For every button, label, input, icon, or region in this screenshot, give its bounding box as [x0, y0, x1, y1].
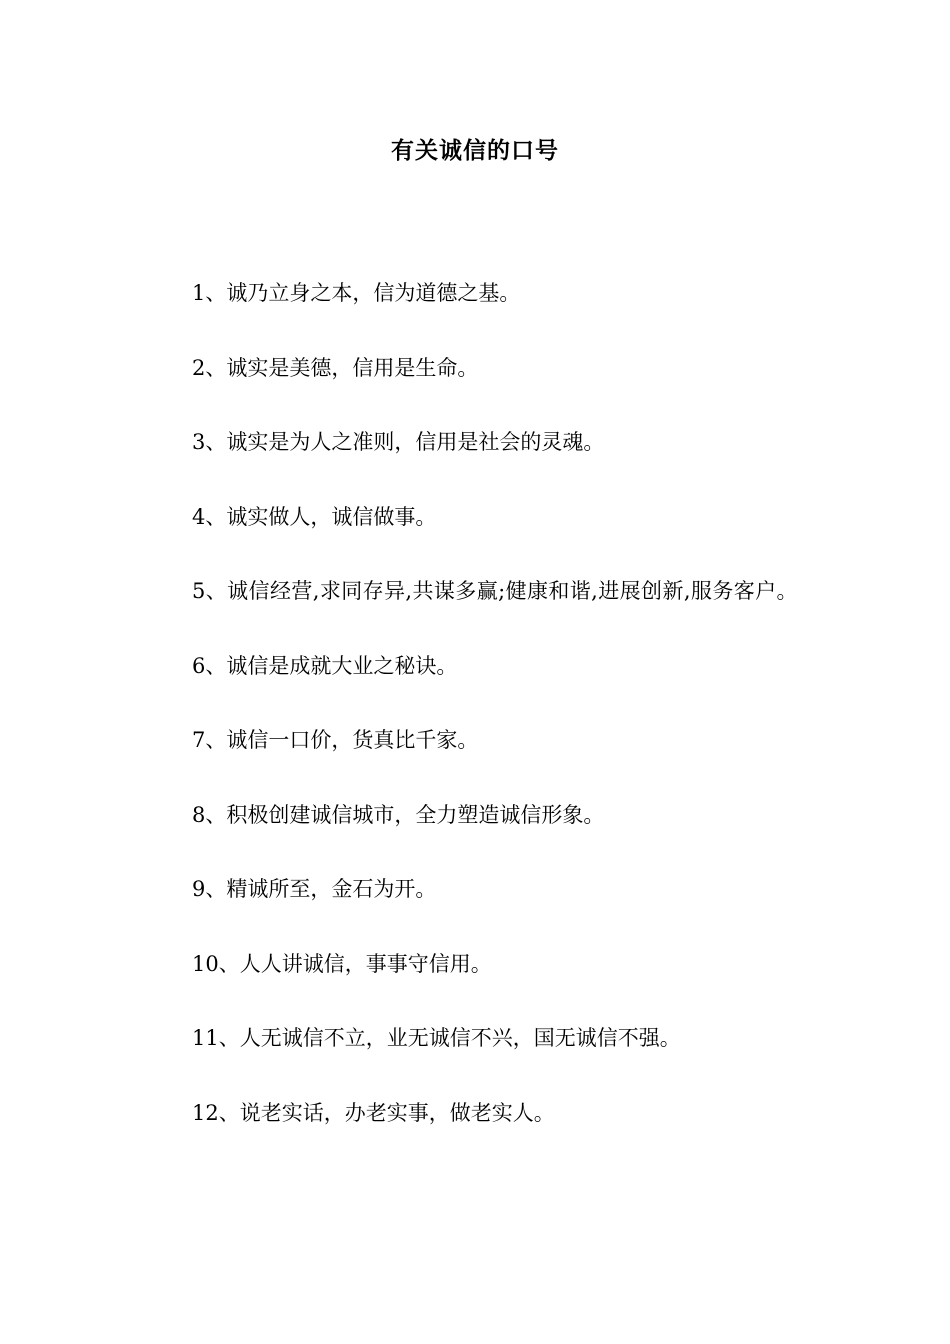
slogan-item-8: 8、积极创建诚信城市，全力塑造诚信形象。	[192, 802, 605, 827]
slogan-item-2: 2、诚实是美德，信用是生命。	[192, 355, 479, 380]
slogan-item-10: 10、人人讲诚信，事事守信用。	[192, 951, 492, 976]
slogan-item-7: 7、诚信一口价，货真比千家。	[192, 728, 479, 752]
slogan-item-5: 5、诚信经营,求同存异,共谋多赢;健康和谐,进展创新,服务客户。	[192, 579, 798, 603]
slogan-list	[144, 256, 808, 1150]
document-title: 有关诚信的口号	[391, 138, 559, 164]
slogan-item-9: 9、精诚所至，金石为开。	[192, 877, 437, 901]
slogan-item-12: 12、说老实话，办老实事，做老实人。	[192, 1100, 555, 1125]
slogan-item-6: 6、诚信是成就大业之秘诀。	[192, 653, 458, 678]
slogan-item-11: 11、人无诚信不立，业无诚信不兴，国无诚信不强。	[192, 1026, 681, 1050]
slogan-item-3: 3、诚实是为人之准则，信用是社会的灵魂。	[192, 430, 605, 454]
slogan-item-4: 4、诚实做人，诚信做事。	[192, 504, 437, 529]
slogan-item-1: 1、诚乃立身之本，信为道德之基。	[192, 281, 521, 305]
